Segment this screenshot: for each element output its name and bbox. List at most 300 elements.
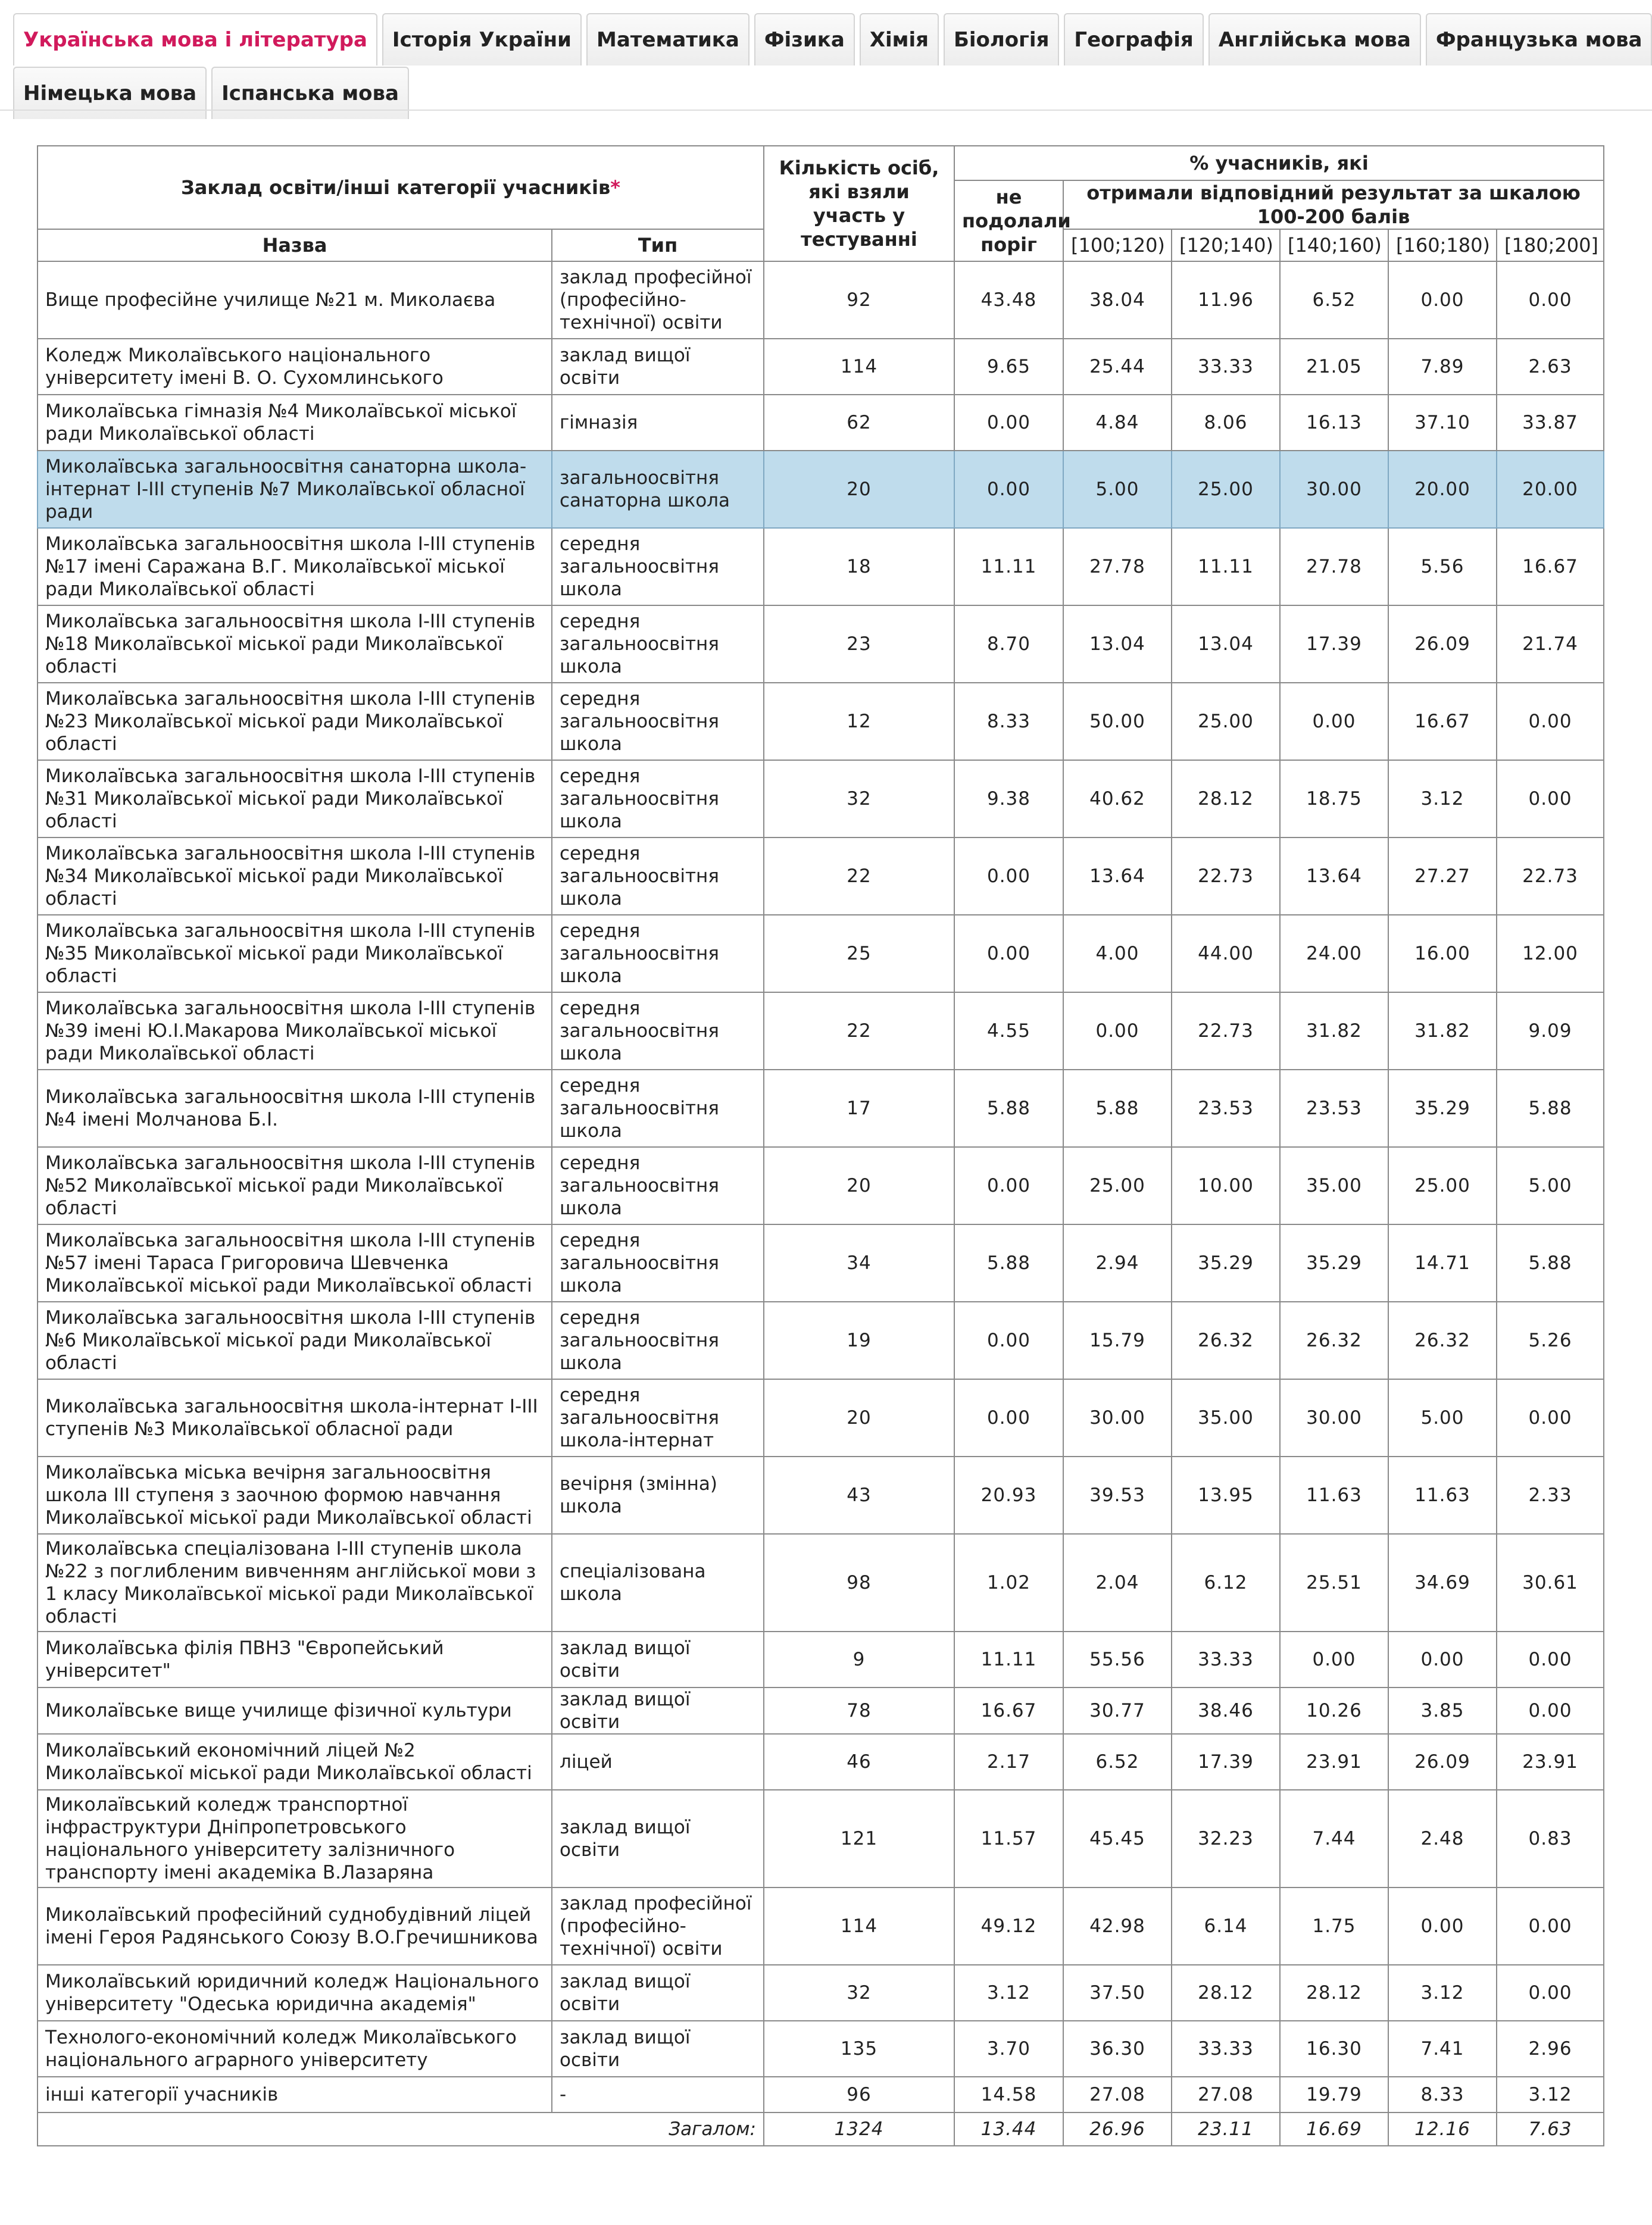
range-percent: 33.33 [1172,1632,1280,1688]
institution-name: Миколаївська загальноосвітня школа І-ІІІ ступенів №39 імені Ю.І.Макарова Миколаївської міської ради Миколаївської області [38,992,552,1070]
range-percent: 9.09 [1497,992,1604,1070]
institution-name: Миколаївська гімназія №4 Миколаївської міської ради Миколаївської області [38,395,552,451]
range-header: [140;160) [1280,229,1388,261]
institution-name: Миколаївська загальноосвітня школа І-ІІІ ступенів №23 Миколаївської міської ради Миколаївської області [38,683,552,760]
range-percent: 17.39 [1280,605,1388,683]
table-row [38,2021,1604,2077]
range-percent: 0.00 [1280,1632,1388,1688]
range-percent: 35.29 [1388,1070,1497,1147]
failed-percent: 3.12 [954,1965,1063,2021]
range-percent: 35.29 [1280,1224,1388,1302]
table-row [38,760,1604,838]
range-percent: 25.00 [1172,683,1280,760]
participants-count: 114 [764,1888,954,1965]
participants-count: 43 [764,1457,954,1534]
range-percent: 37.10 [1388,395,1497,451]
failed-percent: 0.00 [954,1147,1063,1224]
subject-tabs [13,13,1642,119]
institution-type: середня загальноосвітня школа [552,1302,764,1379]
institution-name: Миколаївський юридичний коледж Національного університету "Одеська юридична академія" [38,1965,552,2021]
tabs-divider [0,110,1652,111]
range-percent: 5.00 [1063,451,1172,528]
range-percent: 16.00 [1388,915,1497,992]
institution-name: Миколаївська спеціалізована І-ІІІ ступенів школа №22 з поглибленим вивченням англійської мови з 1 класу Миколаївської міської ради Миколаївської області [38,1534,552,1632]
institution-type: - [552,2077,764,2112]
institution-type: спеціалізована школа [552,1534,764,1632]
range-percent: 16.13 [1280,395,1388,451]
range-percent: 28.12 [1172,760,1280,838]
failed-percent: 0.00 [954,838,1063,915]
failed-percent: 11.11 [954,1632,1063,1688]
table-row [38,1147,1604,1224]
total-failed-percent: 13.44 [954,2112,1063,2146]
range-percent: 25.51 [1280,1534,1388,1632]
range-percent: 50.00 [1063,683,1172,760]
institution-type: заклад вищої освіти [552,1790,764,1888]
total-range-percent: 7.63 [1497,2112,1604,2146]
range-percent: 4.84 [1063,395,1172,451]
range-percent: 27.78 [1280,528,1388,605]
range-percent: 17.39 [1172,1734,1280,1790]
subject-tab[interactable]: Німецька мова [13,67,207,119]
range-percent: 22.73 [1497,838,1604,915]
failed-percent: 4.55 [954,992,1063,1070]
participants-count: 25 [764,915,954,992]
range-percent: 2.04 [1063,1534,1172,1632]
range-percent: 36.30 [1063,2021,1172,2077]
institution-type: заклад професійної (професійно-технічної) освіти [552,261,764,339]
name-header: Назва [38,229,552,261]
institution-type: середня загальноосвітня школа [552,992,764,1070]
range-percent: 7.41 [1388,2021,1497,2077]
range-percent: 21.05 [1280,339,1388,395]
failed-percent: 9.65 [954,339,1063,395]
institution-type: вечірня (змінна) школа [552,1457,764,1534]
institution-name: Миколаївський економічний ліцей №2 Миколаївської міської ради Миколаївської області [38,1734,552,1790]
table-row [38,1734,1604,1790]
range-percent: 7.44 [1280,1790,1388,1888]
range-percent: 6.12 [1172,1534,1280,1632]
range-percent: 20.00 [1388,451,1497,528]
range-percent: 28.12 [1280,1965,1388,2021]
range-percent: 11.96 [1172,261,1280,339]
range-percent: 38.04 [1063,261,1172,339]
required-asterisk: * [610,176,620,199]
failed-percent: 5.88 [954,1070,1063,1147]
participants-count: 22 [764,992,954,1070]
failed-percent: 2.17 [954,1734,1063,1790]
subject-tab[interactable]: Англійська мова [1208,13,1421,65]
range-percent: 21.74 [1497,605,1604,683]
range-percent: 0.00 [1497,1688,1604,1734]
table-row [38,1534,1604,1632]
table-row [38,1302,1604,1379]
range-percent: 5.26 [1497,1302,1604,1379]
range-percent: 3.12 [1388,1965,1497,2021]
range-header: [180;200] [1497,229,1604,261]
participants-count: 20 [764,1379,954,1457]
range-percent: 30.00 [1280,451,1388,528]
institution-type: середня загальноосвітня школа [552,528,764,605]
range-percent: 30.00 [1280,1379,1388,1457]
range-percent: 33.33 [1172,339,1280,395]
range-percent: 19.79 [1280,2077,1388,2112]
range-percent: 0.00 [1388,1632,1497,1688]
range-percent: 13.64 [1280,838,1388,915]
institution-name: Миколаївська загальноосвітня школа І-ІІІ ступенів №17 імені Саражана В.Г. Миколаївської міської ради Миколаївської області [38,528,552,605]
range-percent: 3.12 [1388,760,1497,838]
failed-percent: 0.00 [954,451,1063,528]
failed-percent: 0.00 [954,915,1063,992]
institution-type: заклад вищої освіти [552,339,764,395]
participants-count: 96 [764,2077,954,2112]
table-row [38,838,1604,915]
range-percent: 13.95 [1172,1457,1280,1534]
range-percent: 14.71 [1388,1224,1497,1302]
range-percent: 0.00 [1497,760,1604,838]
range-percent: 6.52 [1063,1734,1172,1790]
institution-type: середня загальноосвітня школа [552,1224,764,1302]
subject-tab[interactable]: Фізика [754,13,855,65]
range-percent: 18.75 [1280,760,1388,838]
range-percent: 26.09 [1388,605,1497,683]
range-percent: 0.00 [1388,261,1497,339]
range-percent: 42.98 [1063,1888,1172,1965]
tab-row-1 [13,13,1642,65]
range-percent: 0.00 [1497,1965,1604,2021]
range-percent: 0.00 [1497,683,1604,760]
institution-type: заклад вищої освіти [552,2021,764,2077]
range-percent: 0.83 [1497,1790,1604,1888]
institution-name: Коледж Миколаївського національного університету імені В. О. Сухомлинського [38,339,552,395]
range-percent: 27.08 [1172,2077,1280,2112]
institution-type: середня загальноосвітня школа [552,1147,764,1224]
range-percent: 40.62 [1063,760,1172,838]
institution-name: Миколаївська загальноосвітня школа І-ІІІ ступенів №6 Миколаївської міської ради Миколаївської області [38,1302,552,1379]
institution-type: заклад професійної (професійно-технічної) освіти [552,1888,764,1965]
range-percent: 5.88 [1063,1070,1172,1147]
range-percent: 23.91 [1497,1734,1604,1790]
participants-count: 23 [764,605,954,683]
participants-count: 78 [764,1688,954,1734]
table-row [38,1790,1604,1888]
range-percent: 23.91 [1280,1734,1388,1790]
institution-type: середня загальноосвітня школа-інтернат [552,1379,764,1457]
institution-name: Миколаївська міська вечірня загальноосвітня школа ІІІ ступеня з заочною формою навчання Миколаївської міської ради Миколаївської області [38,1457,552,1534]
range-percent: 11.63 [1280,1457,1388,1534]
total-row [38,2112,1604,2146]
table-row [38,992,1604,1070]
failed-percent: 43.48 [954,261,1063,339]
total-range-percent: 16.69 [1280,2112,1388,2146]
table-row [38,1965,1604,2021]
range-percent: 24.00 [1280,915,1388,992]
range-header: [100;120) [1063,229,1172,261]
failed-percent: 5.88 [954,1224,1063,1302]
range-percent: 11.63 [1388,1457,1497,1534]
total-count: 1324 [764,2112,954,2146]
count-header: Кількість осіб, які взяли участь у тестуванні [764,146,954,261]
range-percent: 35.00 [1280,1147,1388,1224]
results-body [38,261,1604,2146]
institution-name: Миколаївське вище училище фізичної культури [38,1688,552,1734]
table-row [38,1224,1604,1302]
table-row [38,261,1604,339]
range-percent: 22.73 [1172,838,1280,915]
institution-name: Миколаївська загальноосвітня школа І-ІІІ ступенів №31 Миколаївської міської ради Миколаївської області [38,760,552,838]
failed-percent: 14.58 [954,2077,1063,2112]
institution-name: Миколаївська загальноосвітня школа І-ІІІ ступенів №35 Миколаївської міської ради Миколаївської області [38,915,552,992]
range-percent: 8.33 [1388,2077,1497,2112]
institution-type: середня загальноосвітня школа [552,605,764,683]
range-percent: 10.00 [1172,1147,1280,1224]
institution-type: середня загальноосвітня школа [552,915,764,992]
institution-type: середня загальноосвітня школа [552,1070,764,1147]
institution-name: Миколаївська загальноосвітня санаторна школа-інтернат І-ІІІ ступенів №7 Миколаївської обласної ради [38,451,552,528]
range-percent: 28.12 [1172,1965,1280,2021]
institution-type: заклад вищої освіти [552,1632,764,1688]
scale-header: отримали відповідний результат за шкалою 100-200 балів [1063,180,1604,229]
range-percent: 7.89 [1388,339,1497,395]
type-header: Тип [552,229,764,261]
range-percent: 3.85 [1388,1688,1497,1734]
table-row [38,683,1604,760]
participants-count: 135 [764,2021,954,2077]
institution-name: Вище професійне училище №21 м. Миколаєва [38,261,552,339]
range-percent: 25.00 [1172,451,1280,528]
range-percent: 27.27 [1388,838,1497,915]
range-percent: 10.26 [1280,1688,1388,1734]
table-row [38,1457,1604,1534]
range-percent: 55.56 [1063,1632,1172,1688]
subject-tab[interactable]: Географія [1064,13,1203,65]
range-percent: 27.08 [1063,2077,1172,2112]
institution-type: загальноосвітня санаторна школа [552,451,764,528]
institution-name: Миколаївська загальноосвітня школа І-ІІІ ступенів №4 імені Молчанова Б.І. [38,1070,552,1147]
range-percent: 12.00 [1497,915,1604,992]
institution-header-text: Заклад освіти/інші категорії учасників [181,176,611,199]
table-row [38,1070,1604,1147]
subject-tab[interactable]: Українська мова і література [13,13,377,65]
subject-tab[interactable]: Математика [586,13,750,65]
tab-row-2 [13,67,1609,119]
institution-type: середня загальноосвітня школа [552,838,764,915]
range-percent: 23.53 [1172,1070,1280,1147]
subject-tab[interactable]: Французька мова [1426,13,1652,65]
range-header: [160;180) [1388,229,1497,261]
participants-count: 17 [764,1070,954,1147]
range-percent: 45.45 [1063,1790,1172,1888]
institution-type: гімназія [552,395,764,451]
range-percent: 20.00 [1497,451,1604,528]
institution-name: інші категорії учасників [38,2077,552,2112]
range-percent: 2.33 [1497,1457,1604,1534]
table-row [38,395,1604,451]
institution-name: Миколаївська загальноосвітня школа І-ІІІ ступенів №18 Миколаївської міської ради Миколаївської області [38,605,552,683]
total-range-percent: 26.96 [1063,2112,1172,2146]
range-percent: 0.00 [1063,992,1172,1070]
range-percent: 34.69 [1388,1534,1497,1632]
institution-name: Технолого-економічний коледж Миколаївського національного аграрного університету [38,2021,552,2077]
range-percent: 2.63 [1497,339,1604,395]
range-percent: 31.82 [1280,992,1388,1070]
participants-count: 20 [764,1147,954,1224]
range-percent: 33.87 [1497,395,1604,451]
participants-count: 19 [764,1302,954,1379]
range-percent: 13.64 [1063,838,1172,915]
subject-tab[interactable]: Історія України [382,13,582,65]
range-percent: 0.00 [1497,1632,1604,1688]
table-row [38,915,1604,992]
failed-percent: 11.11 [954,528,1063,605]
range-percent: 26.32 [1280,1302,1388,1379]
participants-count: 92 [764,261,954,339]
subject-tab[interactable]: Іспанська мова [211,67,409,119]
range-percent: 6.14 [1172,1888,1280,1965]
range-percent: 13.04 [1063,605,1172,683]
range-percent: 0.00 [1497,1888,1604,1965]
participants-count: 121 [764,1790,954,1888]
range-percent: 2.96 [1497,2021,1604,2077]
table-row [38,1379,1604,1457]
participants-count: 34 [764,1224,954,1302]
failed-percent: 20.93 [954,1457,1063,1534]
participants-count: 22 [764,838,954,915]
table-row [38,1632,1604,1688]
institution-type: середня загальноосвітня школа [552,760,764,838]
range-percent: 3.12 [1497,2077,1604,2112]
failed-percent: 1.02 [954,1534,1063,1632]
table-row [38,339,1604,395]
failed-percent: 9.38 [954,760,1063,838]
range-percent: 22.73 [1172,992,1280,1070]
range-percent: 30.61 [1497,1534,1604,1632]
subject-tab[interactable]: Біологія [944,13,1059,65]
institution-header [38,146,764,229]
subject-tab[interactable]: Хімія [860,13,939,65]
range-percent: 30.77 [1063,1688,1172,1734]
range-percent: 38.46 [1172,1688,1280,1734]
institution-type: середня загальноосвітня школа [552,683,764,760]
range-percent: 16.67 [1497,528,1604,605]
failed-header: не подолали поріг [954,180,1063,261]
table-row [38,528,1604,605]
range-percent: 13.04 [1172,605,1280,683]
participants-count: 114 [764,339,954,395]
institution-name: Миколаївський професійний суднобудівний ліцей імені Героя Радянського Союзу В.О.Гречишникова [38,1888,552,1965]
participants-count: 9 [764,1632,954,1688]
participants-count: 32 [764,760,954,838]
failed-percent: 3.70 [954,2021,1063,2077]
range-percent: 25.00 [1063,1147,1172,1224]
institution-name: Миколаївська загальноосвітня школа І-ІІІ ступенів №57 імені Тараса Григоровича Шевченка Миколаївської міської ради Миколаївської області [38,1224,552,1302]
range-percent: 0.00 [1280,683,1388,760]
range-percent: 25.00 [1388,1147,1497,1224]
failed-percent: 16.67 [954,1688,1063,1734]
table-row [38,605,1604,683]
range-percent: 44.00 [1172,915,1280,992]
range-percent: 11.11 [1172,528,1280,605]
percent-header: % учасників, які [954,146,1604,180]
participants-count: 18 [764,528,954,605]
participants-count: 46 [764,1734,954,1790]
range-percent: 5.88 [1497,1070,1604,1147]
range-percent: 23.53 [1280,1070,1388,1147]
range-percent: 5.00 [1388,1379,1497,1457]
total-label: Загалом: [38,2112,764,2146]
total-range-percent: 23.11 [1172,2112,1280,2146]
range-percent: 5.00 [1497,1147,1604,1224]
participants-count: 32 [764,1965,954,2021]
range-percent: 25.44 [1063,339,1172,395]
range-percent: 16.67 [1388,683,1497,760]
range-percent: 27.78 [1063,528,1172,605]
range-percent: 15.79 [1063,1302,1172,1379]
range-percent: 4.00 [1063,915,1172,992]
institution-name: Миколаївська філія ПВНЗ "Європейський університет" [38,1632,552,1688]
participants-count: 98 [764,1534,954,1632]
table-row [38,451,1604,528]
range-header: [120;140) [1172,229,1280,261]
failed-percent: 49.12 [954,1888,1063,1965]
range-percent: 26.32 [1388,1302,1497,1379]
range-percent: 8.06 [1172,395,1280,451]
institution-name: Миколаївська загальноосвітня школа-інтернат І-ІІІ ступенів №3 Миколаївської обласної ради [38,1379,552,1457]
table-row [38,1888,1604,1965]
range-percent: 26.09 [1388,1734,1497,1790]
range-percent: 2.94 [1063,1224,1172,1302]
participants-count: 20 [764,451,954,528]
participants-count: 12 [764,683,954,760]
total-range-percent: 12.16 [1388,2112,1497,2146]
range-percent: 30.00 [1063,1379,1172,1457]
failed-percent: 0.00 [954,1302,1063,1379]
participants-count: 62 [764,395,954,451]
range-percent: 31.82 [1388,992,1497,1070]
results-table [37,145,1604,2146]
institution-name: Миколаївська загальноосвітня школа І-ІІІ ступенів №34 Миколаївської міської ради Миколаївської області [38,838,552,915]
failed-percent: 8.70 [954,605,1063,683]
institution-name: Миколаївська загальноосвітня школа І-ІІІ ступенів №52 Миколаївської міської ради Миколаївської області [38,1147,552,1224]
range-percent: 37.50 [1063,1965,1172,2021]
institution-name: Миколаївський коледж транспортної інфраструктури Дніпропетровського національного університету залізничного транспорту імені академіка В.Лазаряна [38,1790,552,1888]
range-percent: 5.88 [1497,1224,1604,1302]
range-percent: 5.56 [1388,528,1497,605]
range-percent: 39.53 [1063,1457,1172,1534]
range-percent: 16.30 [1280,2021,1388,2077]
range-percent: 26.32 [1172,1302,1280,1379]
range-percent: 0.00 [1497,1379,1604,1457]
range-percent: 2.48 [1388,1790,1497,1888]
range-percent: 35.00 [1172,1379,1280,1457]
failed-percent: 11.57 [954,1790,1063,1888]
failed-percent: 8.33 [954,683,1063,760]
table-row [38,2077,1604,2112]
range-percent: 32.23 [1172,1790,1280,1888]
range-percent: 1.75 [1280,1888,1388,1965]
range-percent: 6.52 [1280,261,1388,339]
table-row [38,1688,1604,1734]
range-percent: 0.00 [1497,261,1604,339]
institution-type: заклад вищої освіти [552,1688,764,1734]
failed-percent: 0.00 [954,1379,1063,1457]
institution-type: ліцей [552,1734,764,1790]
range-percent: 35.29 [1172,1224,1280,1302]
range-percent: 33.33 [1172,2021,1280,2077]
range-percent: 0.00 [1388,1888,1497,1965]
institution-type: заклад вищої освіти [552,1965,764,2021]
failed-percent: 0.00 [954,395,1063,451]
